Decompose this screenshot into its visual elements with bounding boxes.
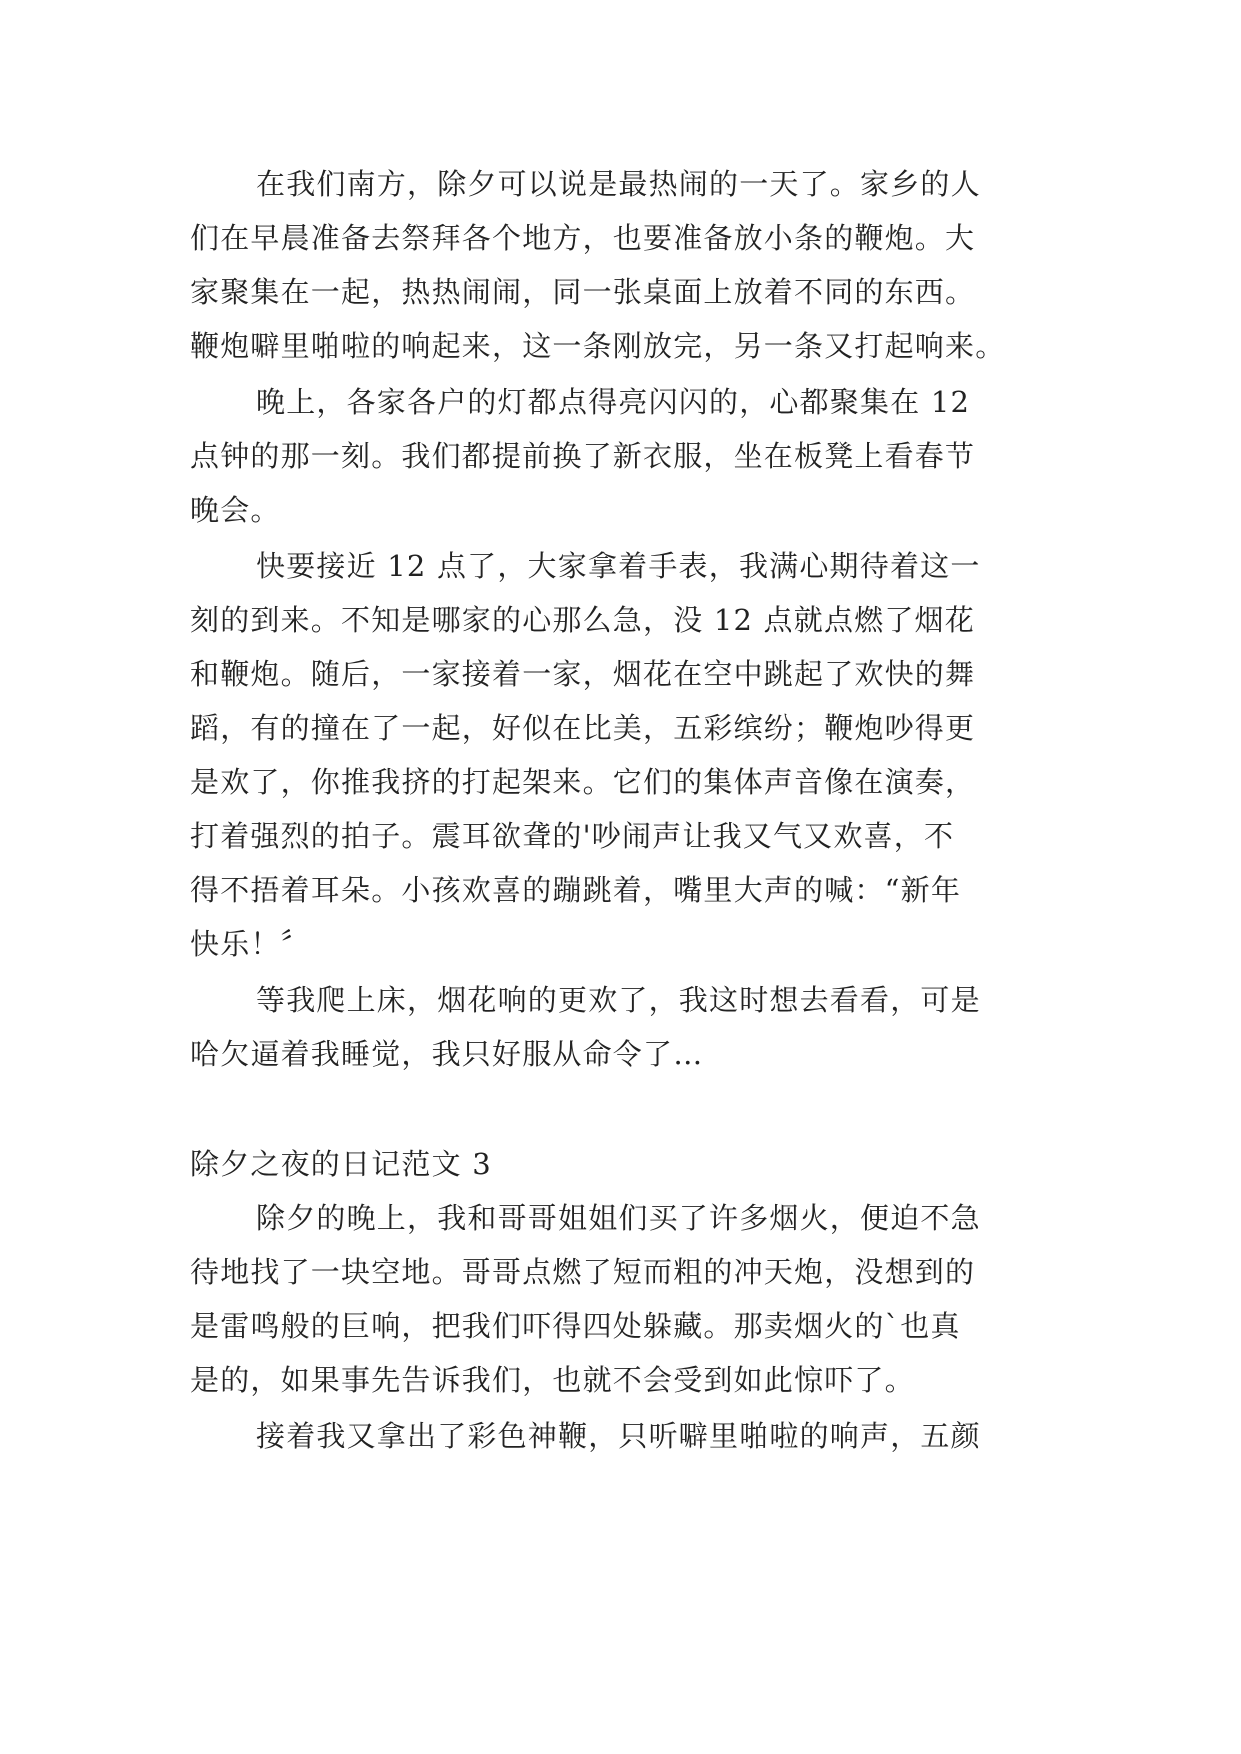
paragraph-3-line-7: 得不捂着耳朵。小孩欢喜的蹦跳着，嘴里大声的喊：“新年 [190, 873, 962, 907]
paragraph-1-line-4: 鞭炮噼里啪啦的响起来，这一条刚放完，另一条又打起响来。 [190, 329, 1006, 363]
paragraph-3-line-2: 刻的到来。不知是哪家的心那么急，没 12 点就点燃了烟花 [190, 603, 975, 637]
paragraph-3-line-1: 快要接近 12 点了，大家拿着手表，我满心期待着这一 [256, 549, 981, 583]
paragraph-3-line-4: 蹈，有的撞在了一起，好似在比美，五彩缤纷；鞭炮吵得更 [190, 711, 976, 745]
paragraph-3-line-6: 打着强烈的拍子。震耳欲聋的'吵闹声让我又气又欢喜，不 [190, 819, 955, 853]
paragraph-5-line-2: 待地找了一块空地。哥哥点燃了短而粗的冲天炮，没想到的 [190, 1255, 976, 1289]
paragraph-4-line-1: 等我爬上床，烟花响的更欢了，我这时想去看看，可是 [256, 983, 981, 1017]
paragraph-2-line-3: 晚会。 [190, 493, 281, 527]
paragraph-2-line-2: 点钟的那一刻。我们都提前换了新衣服，坐在板凳上看春节 [190, 439, 976, 473]
paragraph-1-line-1: 在我们南方，除夕可以说是最热闹的一天了。家乡的人 [256, 167, 981, 201]
paragraph-3-line-5: 是欢了，你推我挤的打起架来。它们的集体声音像在演奏， [190, 765, 976, 799]
paragraph-4-line-2: 哈欠逼着我睡觉，我只好服从命令了… [190, 1037, 704, 1071]
paragraph-3-line-8: 快乐！〞 [190, 927, 311, 961]
paragraph-5-line-3: 是雷鸣般的巨响，把我们吓得四处躲藏。那卖烟火的`也真 [190, 1309, 961, 1343]
section-heading: 除夕之夜的日记范文 3 [190, 1147, 492, 1181]
paragraph-5-line-1: 除夕的晚上，我和哥哥姐姐们买了许多烟火，便迫不急 [256, 1201, 981, 1235]
paragraph-1-line-3: 家聚集在一起，热热闹闹，同一张桌面上放着不同的东西。 [190, 275, 976, 309]
paragraph-2-line-1: 晚上，各家各户的灯都点得亮闪闪的，心都聚集在 12 [256, 385, 971, 419]
paragraph-5-line-4: 是的，如果事先告诉我们，也就不会受到如此惊吓了。 [190, 1363, 915, 1397]
paragraph-1-line-2: 们在早晨准备去祭拜各个地方，也要准备放小条的鞭炮。大 [190, 221, 976, 255]
paragraph-6-line-1: 接着我又拿出了彩色神鞭，只听噼里啪啦的响声，五颜 [256, 1419, 981, 1453]
paragraph-3-line-3: 和鞭炮。随后，一家接着一家，烟花在空中跳起了欢快的舞 [190, 657, 976, 691]
